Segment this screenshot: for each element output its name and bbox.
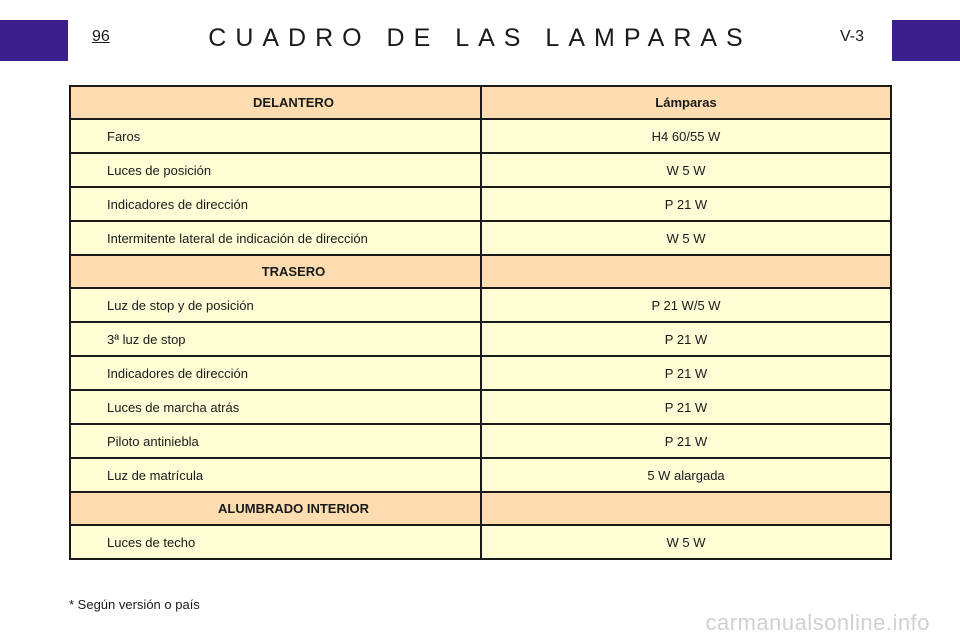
lamp-value: W 5 W xyxy=(481,221,891,255)
watermark: carmanualsonline.info xyxy=(705,610,930,635)
lamp-value: W 5 W xyxy=(481,525,891,559)
section-empty-cell xyxy=(481,492,891,525)
lamp-item: 3ª luz de stop xyxy=(70,322,481,356)
lamp-item: Faros xyxy=(70,119,481,153)
lamp-item: Luces de marcha atrás xyxy=(70,390,481,424)
table-row xyxy=(70,153,891,187)
table-row xyxy=(70,288,891,322)
table-row xyxy=(70,390,891,424)
lamp-value: P 21 W xyxy=(481,424,891,458)
section-header-row xyxy=(70,492,891,525)
lamp-value: P 21 W xyxy=(481,322,891,356)
page-number: 96 xyxy=(92,28,110,45)
table-row xyxy=(70,525,891,559)
column-header: Lámparas xyxy=(481,86,891,119)
lamp-item: Indicadores de dirección xyxy=(70,356,481,390)
lamp-value: 5 W alargada xyxy=(481,458,891,492)
table-row xyxy=(70,356,891,390)
lamp-value: H4 60/55 W xyxy=(481,119,891,153)
lamp-item: Luz de stop y de posición xyxy=(70,288,481,322)
lamp-item: Intermitente lateral de indicación de dirección xyxy=(70,221,481,255)
lamp-value: P 21 W xyxy=(481,356,891,390)
page-title: CUADRO DE LAS LAMPARAS xyxy=(208,24,752,52)
lamp-item: Luces de posición xyxy=(70,153,481,187)
table-row xyxy=(70,424,891,458)
lamp-item: Luz de matrícula xyxy=(70,458,481,492)
section-title: TRASERO xyxy=(70,255,481,288)
lamp-table xyxy=(69,85,892,560)
footnote: * Según versión o país xyxy=(69,597,200,612)
table-row xyxy=(70,119,891,153)
table-row xyxy=(70,322,891,356)
lamp-value: P 21 W/5 W xyxy=(481,288,891,322)
table-row xyxy=(70,221,891,255)
section-code: V-3 xyxy=(840,28,865,45)
lamp-item: Indicadores de dirección xyxy=(70,187,481,221)
lamp-item: Piloto antiniebla xyxy=(70,424,481,458)
lamp-item: Luces de techo xyxy=(70,525,481,559)
table-row xyxy=(70,458,891,492)
section-title: DELANTERO xyxy=(70,86,481,119)
lamp-value: P 21 W xyxy=(481,187,891,221)
section-header-row xyxy=(70,86,891,119)
lamp-value: P 21 W xyxy=(481,390,891,424)
section-title: ALUMBRADO INTERIOR xyxy=(70,492,481,525)
table-row xyxy=(70,187,891,221)
section-empty-cell xyxy=(481,255,891,288)
section-header-row xyxy=(70,255,891,288)
lamp-value: W 5 W xyxy=(481,153,891,187)
